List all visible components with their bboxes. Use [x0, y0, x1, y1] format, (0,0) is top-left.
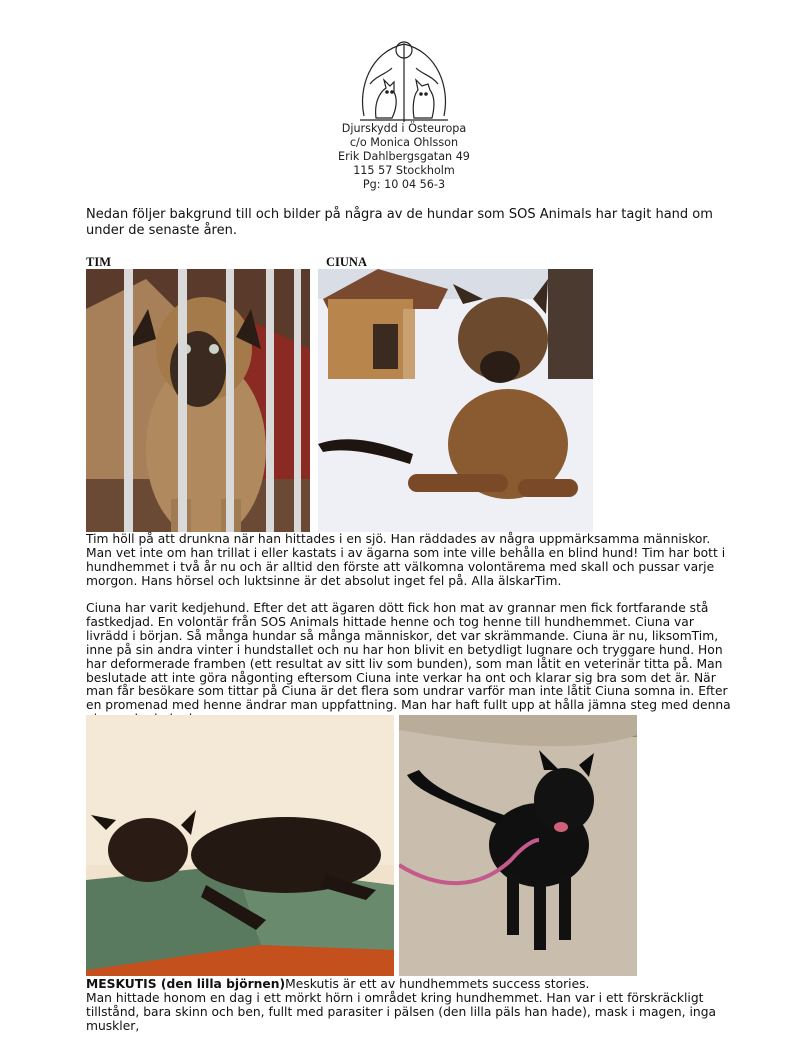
address-line: 115 57 Stockholm: [353, 164, 455, 177]
dog-description-ciuna: Ciuna har varit kedjehund. Efter det att ägaren dött fick hon mat av grannar men fick fortfarande stå fastkedjad. En volontär från SOS Animals hittade henne och tog henne till hundhemmet. Ciuna var livrädd i början. Så många hundar så många människor, det var skrämmande. Ciuna är nu, liksomTim, inne på sin andra vinter i hundstallet och nu har hon blivit en betydligt lugnare och tryggare hund. Hon har deformerade framben (ett resultat av sitt liv som bunden), som man låtit en veterinär titta på. Man beslutade att inte göra någonting eftersom Ciuna inte verkar ha ont och klarar sig bra som det är. När man får besökare som tittar på Ciuna är det flera som undrar varför man inte låtit Ciuna somna in. Efter en promenad med henne ändrar man uppfattning. Man har haft fullt upp at hålla jämna steg med denna: [86, 601, 731, 713]
animal-rescue-logo-icon: [356, 38, 452, 124]
dog-description-tim: Tim höll på att drunkna när han hittades i en sjö. Han räddades av några uppmärksamma människor. Man vet inte om han trillat i eller kastats i av ägarna som inte ville behålla en blind hund! Tim har bott i hundhemmet i två år nu och är alltid den förste att välkomna volontärema med skall och pussar varje morgon. Hans hörsel och luktsinne är det absolut inget fel på. Alla älskarTim.: [86, 532, 726, 588]
photo-meskutis-lying: [86, 715, 394, 976]
dog-name-ciuna: CIUNA: [326, 255, 367, 269]
photo-tim: [86, 269, 310, 532]
dog-name-meskutis: MESKUTIS (den lilla björnen): [86, 977, 286, 991]
dog-description-meskutis-rest: Man hittade honom en dag i ett mörkt hörn i området kring hundhemmet. Han var i ett förskräckligt tillstånd, bara skinn och ben, fullt med parasiter i pälsen (den lilla päls han hade), mask i magen, inga muskler,: [86, 990, 717, 1033]
organization-logo: [356, 38, 452, 124]
address-line: c/o Monica Ohlsson: [349, 136, 459, 149]
intro-text: Nedan följer bakgrund till och bilder på några av de hundar som SOS Animals har tagit hand om under de senaste åren.: [86, 207, 713, 238]
organization-address: [304, 122, 504, 192]
dog-description-meskutis-first: Meskutis är ett av hundhemmets success stories.: [285, 977, 590, 991]
dog-description-meskutis: [86, 978, 736, 1034]
address-line: Djurskydd i Östeuropa: [341, 122, 467, 135]
photo-ciuna: [318, 269, 593, 532]
photo-meskutis-walking: [399, 715, 637, 976]
dog-name-tim: TIM: [86, 255, 111, 269]
address-line: Erik Dahlbergsgatan 49: [338, 150, 470, 163]
address-line: Pg: 10 04 56-3: [362, 178, 446, 191]
